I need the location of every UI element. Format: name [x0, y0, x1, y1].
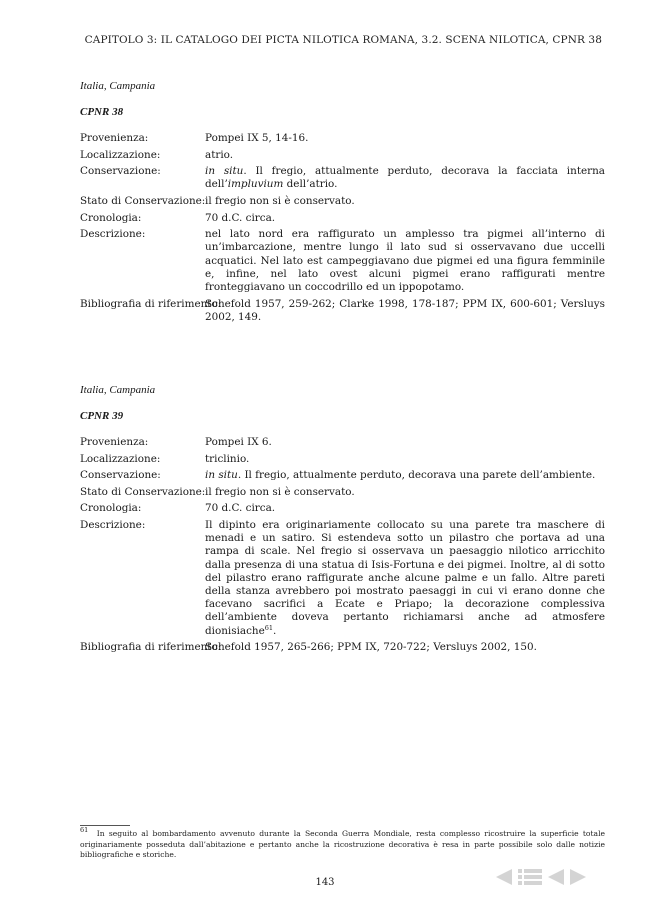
text-part: dell’atrio.	[283, 178, 338, 191]
field-bibliografia	[80, 641, 605, 654]
triangle-left-icon[interactable]	[548, 869, 564, 885]
field-descrizione	[80, 519, 605, 638]
field-provenienza	[80, 436, 605, 449]
catalog-entry-cpnr38	[80, 80, 605, 327]
field-localizzazione	[80, 149, 605, 162]
entry-region: Italia, Campania	[80, 80, 156, 92]
field-value: Schefold 1957, 259-262; Clarke 1998, 178-187; PPM IX, 600-601; Versluys 2002, 149.	[205, 297, 605, 323]
field-label: Localizzazione:	[80, 452, 161, 465]
field-label: Descrizione:	[80, 228, 146, 241]
field-value: Schefold 1957, 265-266; PPM IX, 720-722; Versluys 2002, 150.	[205, 641, 537, 654]
field-label: Localizzazione:	[80, 148, 161, 161]
text-part: Il dipinto era originariamente collocato su una parete tra maschere di menadi e un satiro. Si estendeva sotto un pilastro che portava ad una rampa di scale. Nel fregio si osservava un paesaggio nilotico arricchito dalla presenza di una statua di Isis-Fortuna e dei pigmei. Inoltre, al di sotto del pilastro erano raffigurate anche alcune palme e un fallo. Altre pareti della stanza avrebbero poi mostrato paesaggi in cui vi erano donne che facevano sacrifici a Ecate e Priapo; la decorazione complessiva dell’ambiente doveva pertanto richiamarsi anche ad atmosfere dionisiache	[205, 518, 605, 637]
field-label: Provenienza:	[80, 132, 149, 144]
footnote-number: 61	[80, 826, 89, 834]
catalog-entry-cpnr39	[80, 384, 605, 658]
field-value: 70 d.C. circa.	[205, 211, 276, 224]
field-value: atrio.	[205, 148, 234, 161]
field-cronologia	[80, 212, 605, 225]
field-value: triclinio.	[205, 452, 250, 465]
field-value: Pompei IX 6.	[205, 436, 272, 448]
triangle-left-icon[interactable]	[496, 869, 512, 885]
field-label: Provenienza:	[80, 436, 149, 448]
field-conservazione	[80, 469, 605, 482]
footnote-text: In seguito al bombardamento avvenuto durante la Seconda Guerra Mondiale, resta complesso ricostruire la superficie totale originariamente posseduta dall’abitazione e pertanto anche la ricostruzione decorativa è resa in parte possibile solo dalle notizie bibliografiche e storiche.	[80, 829, 606, 859]
field-conservazione	[80, 165, 605, 191]
field-label: Stato di Conservazione:	[80, 485, 206, 498]
page-number: 143	[315, 877, 335, 888]
field-value: il fregio non si è conservato.	[205, 485, 355, 498]
field-label: Bibliografia di riferimento:	[80, 641, 222, 654]
field-provenienza	[80, 132, 605, 145]
field-label: Cronologia:	[80, 502, 142, 515]
field-value: Pompei IX 5, 14-16.	[205, 132, 309, 144]
triangle-right-icon[interactable]	[570, 869, 586, 885]
field-value	[205, 165, 605, 191]
italic-term: in situ	[205, 469, 238, 482]
field-stato	[80, 195, 605, 208]
field-value: il fregio non si è conservato.	[205, 194, 355, 207]
text-part: .	[273, 624, 277, 637]
entry-code: CPNR 38	[80, 106, 124, 118]
text-part: . Il fregio, attualmente perduto, decorava la facciata interna dell’	[205, 165, 605, 191]
field-value: 70 d.C. circa.	[205, 502, 276, 515]
entry-region: Italia, Campania	[80, 384, 156, 396]
field-label: Descrizione:	[80, 518, 146, 531]
list-menu-icon[interactable]	[518, 869, 542, 885]
field-value: nel lato nord era raffigurato un amplesso tra pigmei all’interno di un’imbarcazione, mentre lungo il lato sud si osservavano due uccelli acquatici. Nel lato est campeggiavano due pigmei ed una figura femminile e, infine, nel lato ovest alcuni pigmei erano raffigurati mentre fronteggiavano un coccodrillo ed un ippopotamo.	[205, 228, 605, 293]
field-descrizione	[80, 228, 605, 294]
field-label: Stato di Conservazione:	[80, 194, 206, 207]
field-stato	[80, 486, 605, 499]
field-label: Cronologia:	[80, 211, 142, 224]
field-value	[205, 519, 605, 638]
running-header: CAPITOLO 3: IL CATALOGO DEI PICTA NILOTICA ROMANA, 3.2. SCENA NILOTICA, CPNR 38	[84, 34, 602, 46]
field-value	[205, 469, 605, 482]
field-bibliografia	[80, 298, 605, 324]
entry-code: CPNR 39	[80, 410, 124, 422]
footnote-ref[interactable]: 61	[264, 623, 274, 632]
page-navigation	[496, 869, 586, 885]
field-label: Conservazione:	[80, 469, 161, 482]
text-part: . Il fregio, attualmente perduto, decorava una parete dell’ambiente.	[237, 469, 596, 482]
footnote	[80, 826, 606, 861]
italic-term: impluvium	[227, 178, 284, 191]
field-localizzazione	[80, 453, 605, 466]
field-label: Conservazione:	[80, 165, 161, 178]
italic-term: in situ	[205, 165, 244, 178]
field-label: Bibliografia di riferimento:	[80, 297, 222, 310]
field-cronologia	[80, 502, 605, 515]
